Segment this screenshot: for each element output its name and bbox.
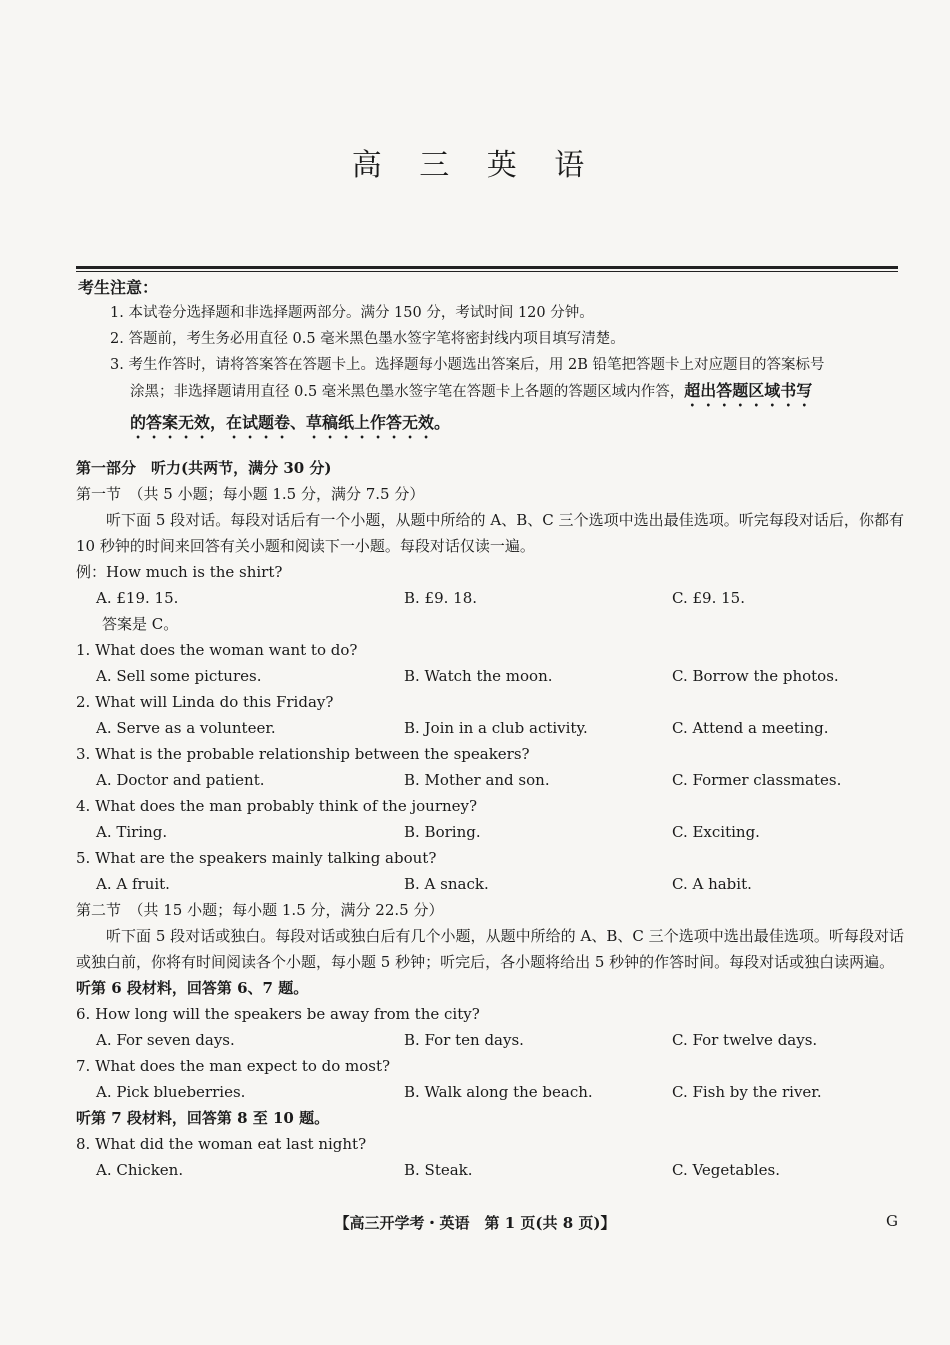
option-b: B. Steak. xyxy=(404,1161,473,1179)
option-b: B. For ten days. xyxy=(404,1031,524,1049)
question-3: 3. What is the probable relationship between the speakers? xyxy=(76,745,530,763)
question-5-options xyxy=(76,871,904,897)
option-c: C. £9. 15. xyxy=(672,589,745,607)
question-6: 6. How long will the speakers be away from the city? xyxy=(76,1005,480,1023)
option-c: C. A habit. xyxy=(672,875,752,893)
option-b: B. Join in a club activity. xyxy=(404,719,588,737)
section2-instructions: 听下面 5 段对话或独白。每段对话或独白后有几个小题，从题中所给的 A、B、C 三个选项中选出最佳选项。听每段对话或独白前，你将有时间阅读各个小题，每小题 5 秒钟；听完后，各小题将给出 5 秒钟的作答时间。每段对话或独白读两遍。 xyxy=(76,927,904,971)
section1-heading: 第一节 （共 5 小题；每小题 1.5 分，满分 7.5 分） xyxy=(76,485,425,503)
question-1-options xyxy=(76,663,904,689)
option-a: A. Serve as a volunteer. xyxy=(96,719,276,737)
question-2-options xyxy=(76,715,904,741)
question-3-options xyxy=(76,767,904,793)
notice-item-2: 2. 答题前，考生务必用直径 0.5 毫米黑色墨水签字笔将密封线内项目填写清楚。 xyxy=(110,331,625,347)
option-c: C. Borrow the photos. xyxy=(672,667,839,685)
option-c: C. Exciting. xyxy=(672,823,760,841)
notice-item-3-cont-2 xyxy=(78,410,900,442)
question-6-options xyxy=(76,1027,904,1053)
option-a: A. £19. 15. xyxy=(96,589,179,607)
question-5: 5. What are the speakers mainly talking about? xyxy=(76,849,437,867)
example-options xyxy=(76,585,904,611)
option-c: C. For twelve days. xyxy=(672,1031,818,1049)
part1-heading: 第一部分 听力(共两节，满分 30 分) xyxy=(76,459,332,477)
page-footer: 【高三开学考・英语 第 1 页(共 8 页)】 xyxy=(334,1214,616,1232)
question-1: 1. What does the woman want to do? xyxy=(76,641,358,659)
question-8-options xyxy=(76,1157,904,1183)
section2-heading: 第二节 （共 15 小题；每小题 1.5 分，满分 22.5 分） xyxy=(76,901,444,919)
notice-emphasis-2: 的答案无效，在试题卷、草稿纸上作答无效。 xyxy=(130,413,451,432)
option-c: C. Fish by the river. xyxy=(672,1083,822,1101)
header-rule-thin xyxy=(76,271,898,272)
material-7-heading: 听第 7 段材料，回答第 8 至 10 题。 xyxy=(76,1109,330,1127)
notice-item-1: 1. 本试卷分选择题和非选择题两部分。满分 150 分，考试时间 120 分钟。 xyxy=(110,305,594,321)
option-c: C. Vegetables. xyxy=(672,1161,781,1179)
option-b: B. Watch the moon. xyxy=(404,667,553,685)
notice-item-3-cont xyxy=(78,378,900,410)
example-question: 例：How much is the shirt? xyxy=(76,563,283,581)
question-4: 4. What does the man probably think of the journey? xyxy=(76,797,478,815)
question-7: 7. What does the man expect to do most? xyxy=(76,1057,391,1075)
question-4-options xyxy=(76,819,904,845)
option-a: A. For seven days. xyxy=(96,1031,235,1049)
page-title: 高 三 英 语 xyxy=(351,148,599,183)
option-b: B. Boring. xyxy=(404,823,481,841)
notice-heading: 考生注意： xyxy=(78,278,159,297)
question-8: 8. What did the woman eat last night? xyxy=(76,1135,367,1153)
notice-item-3: 3. 考生作答时，请将答案答在答题卡上。选择题每小题选出答案后，用 2B 铅笔把答题卡上对应题目的答案标号 xyxy=(110,357,825,373)
option-a: A. Chicken. xyxy=(96,1161,184,1179)
notice-item-3-text: 涂黑；非选择题请用直径 0.5 毫米黑色墨水签字笔在答题卡上各题的答题区域内作答， xyxy=(130,384,685,400)
option-b: B. Walk along the beach. xyxy=(404,1083,593,1101)
option-a: A. Pick blueberries. xyxy=(96,1083,246,1101)
notice-block xyxy=(78,276,900,442)
question-7-options xyxy=(76,1079,904,1105)
option-c: C. Attend a meeting. xyxy=(672,719,829,737)
question-2: 2. What will Linda do this Friday? xyxy=(76,693,334,711)
option-a: A. Sell some pictures. xyxy=(96,667,262,685)
option-a: A. Doctor and patient. xyxy=(96,771,265,789)
example-answer: 答案是 C。 xyxy=(102,615,179,633)
version-code: G xyxy=(886,1212,898,1230)
option-a: A. A fruit. xyxy=(96,875,170,893)
option-a: A. Tiring. xyxy=(96,823,168,841)
notice-emphasis-1: 超出答题区域书写 xyxy=(684,381,813,400)
option-b: B. £9. 18. xyxy=(404,589,478,607)
header-rule xyxy=(76,266,898,269)
option-b: B. Mother and son. xyxy=(404,771,550,789)
listening-part xyxy=(76,455,904,1183)
section1-instructions: 听下面 5 段对话。每段对话后有一个小题，从题中所给的 A、B、C 三个选项中选出最佳选项。听完每段对话后，你都有 10 秒钟的时间来回答有关小题和阅读下一小题。每段对话仅读一遍。 xyxy=(76,511,904,555)
material-6-heading: 听第 6 段材料，回答第 6、7 题。 xyxy=(76,979,309,997)
option-b: B. A snack. xyxy=(404,875,489,893)
option-c: C. Former classmates. xyxy=(672,771,842,789)
